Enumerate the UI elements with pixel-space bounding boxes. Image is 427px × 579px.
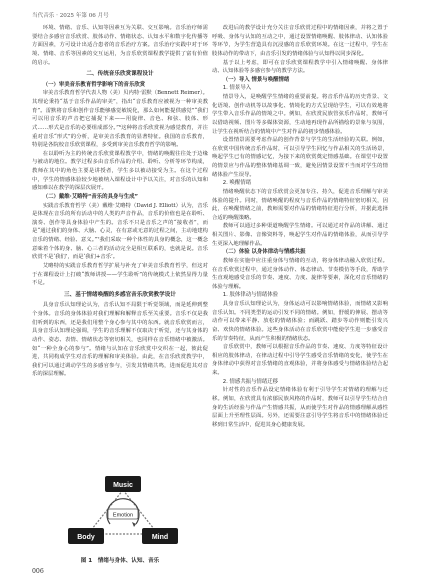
- subsection-heading: （一）审美音乐教育哲学影响下的音乐欣赏: [42, 81, 146, 88]
- body-paragraph: 基于以上考虑，即可在音乐欣赏课程教学中引入情绪唤醒、身体律动、认知体验等多感官参与的教学方法。: [212, 59, 388, 75]
- subsection-heading: （二）体验 以身体律动与情感共振: [222, 249, 306, 256]
- body-paragraph: 实践音乐教育哲学（美）戴维·艾略特（David J. Elliott）认为，音乐是体现在音乐的所有活动中的人类的声音作品，音乐的价值也是在聆听、演奏、创作等具身体验中产生的。音乐不只是音乐之声的“接收者”，而是“通过我们的身体、大脑、心灵，在有意或无意的过程之间，主动地建构音乐的情绪、经验、意义。”⁷我们采取一种个体性的具身的概念，这一概念意味着个体的身、脑、心三者的活动完全是相互联系的，也就是说。音乐欣赏不是‘我们’，而是‘我们+音乐’。: [32, 202, 208, 261]
- body-paragraph: 音乐欣赏中，教师可以根据音乐作品的节奏、速度、力度等特征设计相应的肢体律动，在律动过程中引导学生感受音乐情绪的变化，使学生在身体律动中获得对音乐情绪的直观体验，并将身体感受与情绪体验结合起来。: [212, 344, 388, 376]
- music-node-label: Music: [113, 482, 133, 489]
- body-paragraph: 教师可以通过多种渠道唤醒学生情绪。可以通过对作品的讲解、通过相关图片、影像、音像资料等，唤起学生对作品的情绪体验，从而引导学生更深入地理解作品。: [212, 223, 388, 247]
- sub-subsection-heading: 1. 肢体律动与情绪体验: [222, 292, 279, 299]
- subsection-heading: （一）导入 情景与唤醒情绪: [222, 76, 290, 83]
- figure-caption: 图 1 情绪与身体、认知、音乐: [80, 558, 160, 564]
- section-heading: 三、基于情绪唤醒的多感官音乐欣赏教学设计: [64, 291, 176, 298]
- body-paragraph: 设置情景需要考虑作品的创作背景与学生的生活经验的关联。例如，在欣赏中国传统音乐作品时，可以引导学生回忆与作品相关的生活场景，唤起学生已有的情感记忆，为接下来的欣赏奠定情感基础。在课堂中设置的情景应与作品的整体情绪基调一致，避免因情景设置不当而对学生的情绪体验产生误导。: [212, 137, 388, 178]
- body-node-label: Body: [77, 534, 95, 541]
- running-header: 当代音乐 · 2025 年第 06 月号: [32, 13, 109, 19]
- body-paragraph: 教师在实施中应注重身体与情绪的互动，将身体律动融入欣赏过程。在音乐欣赏过程中，通过身体动作、体态律动、节奏模仿等手段，帮助学生直观地感受音乐的节奏、速度、力度、旋律等要素，深化对音乐情绪的体验与理解。: [212, 257, 388, 290]
- subsection-heading: （二）戴维·艾略特“音乐的具身与生成”: [42, 193, 139, 200]
- body-paragraph: 在以聆听为主的传统音乐欣赏课程教学中，情绪的唤醒往往处于边缘与被动的地位。教学过程多由音乐作品的介绍、聆听、分析等环节构成，教师在其中的角色主要是讲授者，学生多以被动接受为主。在这个过程中，学生的情感体验较少地被纳入课程设计中予以关注，对音乐的认知和感知难以在教学的深层次展开。: [32, 150, 208, 192]
- body-paragraph: 针对性的音乐作品设定情绪体验有利于引导学生对情绪的理解与迁移。例如，在欣赏具有浓郁民族风格的作品时，教师可以引导学生结合自身的生活经验与作品产生情感共振，从而使学生对作品的情感理解从感性层面上升至理性层面。另外，还需要注意引导学生将音乐中的情绪体验迁移到日常生活中，促进其身心健康发展。: [212, 387, 388, 428]
- sub-subsection-heading: 2. 唤醒情绪: [222, 180, 252, 187]
- mind-node-label: Mind: [151, 534, 169, 541]
- page-number: 006: [32, 568, 44, 575]
- body-paragraph: 情绪唤醒状态下的音乐欣赏会更加专注、持久，促进音乐理解与审美体验的提升。同时，情绪唤醒的程度与音乐作品的情绪特征密切相关，因此，在唤醒情绪之前，教师需要对作品的情绪特征进行分析，并据此选择合适的唤醒策略。: [212, 188, 388, 221]
- body-paragraph: 环境、情绪、音乐、认知等因素互为关联、交互影响。音乐治疗师需要结合多感官音乐欣赏、肢体动作、情绪状态、认知水平和数字化传播等方面因素，方可设计出适合患者的音乐治疗方案。音乐治疗实践中对于环境、情绪、音乐等因素的交互运用，为音乐欣赏课程教学提供了富有价值的启示。: [32, 25, 208, 66]
- body-paragraph: 具身音乐认知理论认为，身体运动可以影响情绪体验，而情绪又影响音乐认知。不同类型的运动引发不同的情绪。例如，舒缓的伸展、摆动等动作可以带来平静、放松的情绪体验；而跳跃、踏步等动作则能引发兴奋、欢快的情绪体验。这些身体活动在音乐欣赏中能使学生进一步感受音乐的节奏特征，从而产生积极的情绪状态。: [212, 301, 388, 342]
- sub-subsection-heading: 1. 情景导入: [222, 85, 252, 92]
- left-column: [32, 24, 208, 379]
- emotion-cycle-arrowhead: [132, 522, 136, 527]
- right-column: [212, 24, 388, 429]
- emotion-node-label: Emotion: [112, 512, 134, 519]
- body-paragraph: 具身音乐认知理论认为，音乐认知不局限于听觉领域，而是延伸到整个身体。音乐的身体体验对我们理解和解释音乐至关重要。音乐不仅是我们听到的东西，还是我们用整个身心参与其中的东西。就音乐欣赏而言，具身音乐认知理论强调，学生的音乐理解不仅取决于听觉，还与其身体的动作、姿态、表情、情绪状态等密切相关，也同样在音乐情绪中被激活。如“一种全身心的参与”。情绪与认知在音乐欣赏中交织在一起，彼此促进，共同构成学生对音乐的理解和审美体验。由此，在音乐欣赏教学中，我们可以通过调动学生的多感官参与，引发其情绪共鸣，进而促进其对音乐的深层理解。: [32, 302, 208, 378]
- sub-subsection-heading: 2. 情感共振与情绪迁移: [222, 378, 279, 385]
- section-heading: 二、传统音乐欣赏课程设计: [86, 71, 154, 78]
- body-paragraph: 改进后的教学设计充分关注音乐欣赏过程中的情绪因素，并将之置于呼吸、身体与认知的互动之中，通过设置情绪唤醒、肢体律动、认知体验等环节，为学生营造具有沉浸感的音乐欣赏环境。在这一过程中，学生在肢体动作的带动下，由音乐引发的情绪体验与认知得以同步深化。: [212, 25, 388, 57]
- figure-1-diagram: [58, 472, 188, 554]
- body-paragraph: 情景导入，是唤醒学生情绪的重要前提。将音乐作品的历史背景、文化语境、创作动机等以故事化、情境化的方式呈现给学生，可以有效地将学生带入音乐作品的情境之中。例如，在欣赏民族管弦乐作品时，教师可以借助视频、图片等多媒体资源，生动地再现作品所描绘的景象与氛围，让学生在视听结合的情境中产生对作品的初步情感体验。: [212, 94, 388, 135]
- body-paragraph: 审美音乐教育哲学代表人物（美）贝内特·雷默（Bennett Reimer）。其理论秉持“基于音乐作品的审美”，指出“音乐教育应被视为一种审美教育”。雷默将音乐和创作音乐能够感觉敏锐化，那么如何能提供感觉”“我们可以用音乐的声音把它捕捉下来——用旋律、音色、和弦、肢体、形式……形式是音乐的必要组成部分。”⁶这种将音乐欣赏视为感觉教育，并注重对音乐“形式”的分析，是审美音乐教育的显著特征。我国的音乐教育，特别是各院校音乐欣赏课程，多受到审美音乐教育哲学的影响。: [32, 90, 208, 149]
- body-paragraph: 艾略特的实践音乐教育哲学扩展与补充了审美音乐教育哲学，但这对于在课程设计上打破“教师讲授——学生聆听”的传统模式上依然显得力量不足。: [32, 262, 208, 287]
